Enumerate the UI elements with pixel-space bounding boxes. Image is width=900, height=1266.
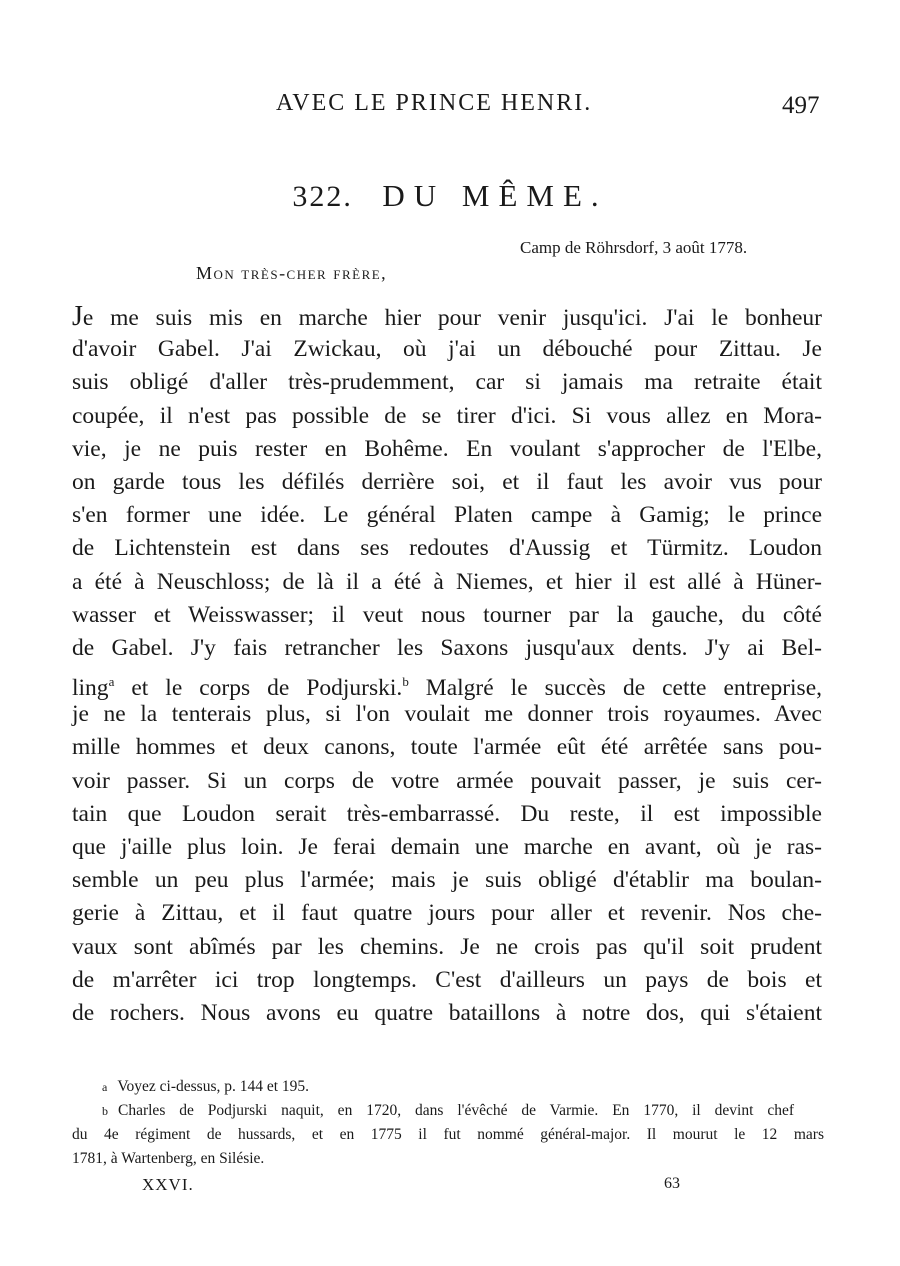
dateline: Camp de Röhrsdorf, 3 août 1778. (520, 238, 748, 257)
body-line: de rochers. Nous avons eu quatre bataillons à notre dos, qui s'étaient (72, 999, 822, 1026)
body-line: de Lichtenstein est dans ses redoutes d'Aussig et Türmitz. Loudon (72, 535, 822, 562)
footnote-b-cont: 1781, à Wartenberg, en Silésie. (72, 1150, 265, 1167)
body-line: coupée, il n'est pas possible de se tirer d'ici. Si vous allez en Mora- (72, 402, 822, 429)
body-line: wasser et Weisswasser; il veut nous tourner par la gauche, du côté (72, 601, 822, 628)
body-line-with-notes: ling$^a$ et le corps de Podjurski.$^b$ Malgré le succès de cette entreprise, (72, 674, 822, 702)
letter-heading (0, 178, 900, 214)
body-line: gerie à Zittau, et il faut quatre jours pour aller et revenir. Nos che- (72, 900, 822, 927)
body-line: je ne la tenterais plus, si l'on voulait me donner trois royaumes. Avec (72, 701, 822, 728)
running-title: AVEC LE PRINCE HENRI. (276, 90, 593, 116)
body-line: voir passer. Si un corps de votre armée pouvait passer, je suis cer- (72, 767, 822, 794)
footnote-ref-a[interactable]: a (108, 674, 115, 690)
signature-mark: XXVI. (142, 1175, 194, 1194)
body-line: de Gabel. J'y fais retrancher les Saxons jusqu'aux dents. J'y ai Bel- (72, 634, 822, 661)
letter-title: DU MÊME. (382, 178, 608, 213)
footnote-mark-b: b (102, 1104, 108, 1118)
body-line: s'en former une idée. Le général Platen campe à Gamig; le prince (72, 502, 822, 529)
footnote-a (72, 1075, 824, 1099)
body-line: que j'aille plus loin. Je ferai demain une marche en avant, où je ras- (72, 834, 822, 860)
body-line: d'avoir Gabel. J'ai Zwickau, où j'ai un débouché pour Zittau. Je (72, 336, 822, 363)
body-line (72, 300, 822, 333)
footnote-b-cont: du 4e régiment de hussards, et en 1775 il fut nommé général-major. Il mourut le 12 mars (72, 1126, 824, 1143)
footnote-ref-b[interactable]: b (402, 674, 409, 690)
footnotes (72, 1075, 824, 1171)
body-line: on garde tous les défilés derrière soi, et il faut les avoir vus pour (72, 468, 822, 495)
body-line: a été à Neuschloss; de là il a été à Niemes, et hier il est allé à Hüner- (72, 568, 822, 595)
body-line: de m'arrêter ici trop longtemps. C'est d'ailleurs un pays de bois et (72, 966, 822, 993)
letter-number: 322. (292, 180, 353, 213)
body-line: tain que Loudon serait très-embarrassé. Du reste, il est impossible (72, 800, 822, 827)
body-line: vaux sont abîmés par les chemins. Je ne crois pas qu'il soit prudent (72, 933, 822, 960)
letter-body (72, 300, 822, 1030)
footnote-text: Voyez ci-dessus, p. 144 et 195. (117, 1078, 310, 1095)
body-line: suis obligé d'aller très-prudemment, car si jamais ma retraite était (72, 369, 822, 396)
footnote-text: Charles de Podjurski naquit, en 1720, dans l'évêché de Varmie. En 1770, il devint chef (118, 1102, 794, 1119)
footnote-mark-a: a (102, 1080, 108, 1094)
body-line: vie, je ne puis rester en Bohême. En voulant s'approcher de l'Elbe, (72, 435, 822, 462)
body-line: mille hommes et deux canons, toute l'armée eût été arrêtée sans pou- (72, 734, 822, 761)
body-line: semble un peu plus l'armée; mais je suis obligé d'établir ma boulan- (72, 867, 822, 894)
page-number: 497 (782, 92, 820, 119)
body-line-text: e me suis mis en marche hier pour venir jusqu'ici. J'ai le bonheur (82, 305, 822, 331)
drop-initial: J (72, 301, 83, 332)
sheet-number: 63 (664, 1175, 680, 1192)
salutation: Mon très-cher frère, (196, 263, 388, 283)
footnote-b (72, 1099, 824, 1123)
